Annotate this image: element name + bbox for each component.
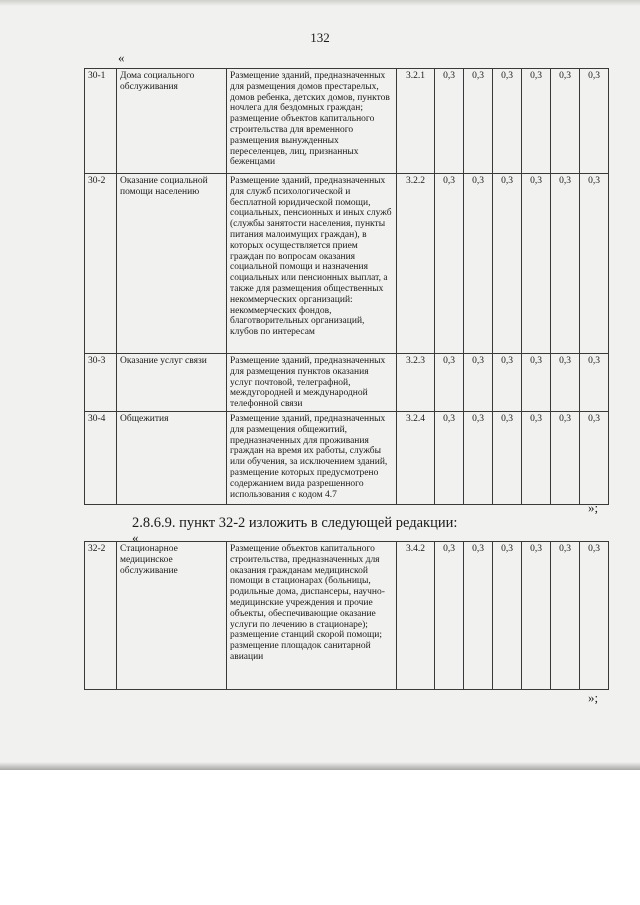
use-name: Оказание социальной помощи населению — [117, 174, 227, 354]
value-cell: 0,3 — [464, 174, 493, 354]
use-name: Дома социального обслуживания — [117, 69, 227, 174]
value-cell: 0,3 — [493, 174, 522, 354]
row-number: 30-1 — [85, 69, 117, 174]
use-name: Стационарное медицинское обслуживание — [117, 542, 227, 690]
use-code: 3.2.3 — [397, 354, 435, 412]
use-description: Размещение зданий, предназначенных для размещения домов престарелых, домов ребенка, детских домов, пунктов ночлега для бездомных граждан; размещение объектов капитального строительства для временного размещения вынужденных переселенцев, лиц, признанных беженцами — [227, 69, 397, 174]
page-number: 132 — [310, 30, 330, 45]
value-cell: 0,3 — [551, 542, 580, 690]
table-row — [85, 354, 609, 412]
value-cell: 0,3 — [464, 69, 493, 174]
value-cell: 0,3 — [435, 354, 464, 412]
table-row — [85, 411, 609, 504]
value-cell: 0,3 — [580, 69, 609, 174]
value-cell: 0,3 — [580, 354, 609, 412]
value-cell: 0,3 — [522, 411, 551, 504]
use-name: Оказание услуг связи — [117, 354, 227, 412]
value-cell: 0,3 — [522, 69, 551, 174]
use-code: 3.2.4 — [397, 411, 435, 504]
use-code: 3.4.2 — [397, 542, 435, 690]
value-cell: 0,3 — [522, 174, 551, 354]
value-cell: 0,3 — [464, 411, 493, 504]
close-quote-1: »; — [588, 500, 599, 515]
regulation-table-2 — [84, 541, 609, 690]
value-cell: 0,3 — [435, 411, 464, 504]
value-cell: 0,3 — [464, 542, 493, 690]
table-row — [85, 542, 609, 690]
value-cell: 0,3 — [493, 411, 522, 504]
value-cell: 0,3 — [551, 174, 580, 354]
value-cell: 0,3 — [493, 69, 522, 174]
value-cell: 0,3 — [493, 542, 522, 690]
open-quote-1: « — [118, 50, 125, 65]
row-number: 32-2 — [85, 542, 117, 690]
value-cell: 0,3 — [435, 174, 464, 354]
use-name: Общежития — [117, 411, 227, 504]
use-description: Размещение зданий, предназначенных для служб психологической и бесплатной юридической помощи, социальных, пенсионных и иных служб (службы занятости населения, пункты питания малоимущих граждан), в которых осуществляется прием граждан по вопросам оказания социальной помощи и назначения социальных или пенсионных выплат, а также для размещения общественных некоммерческих организаций: некоммерческих фондов, благотворительных организаций, клубов по интересам — [227, 174, 397, 354]
section-heading: 2.8.6.9. пункт 32-2 изложить в следующей редакции: — [132, 515, 458, 531]
use-description: Размещение объектов капитального строительства, предназначенных для оказания гражданам медицинской помощи в стационарах (больницы, родильные дома, диспансеры, научно-медицинские учреждения и прочие объекты, обеспечивающие оказание услуги по лечению в стационаре); размещение станций скорой помощи; размещение площадок санитарной авиации — [227, 542, 397, 690]
value-cell: 0,3 — [580, 174, 609, 354]
regulation-table-1 — [84, 68, 609, 505]
value-cell: 0,3 — [435, 69, 464, 174]
value-cell: 0,3 — [522, 354, 551, 412]
table-row — [85, 69, 609, 174]
row-number: 30-2 — [85, 174, 117, 354]
value-cell: 0,3 — [551, 69, 580, 174]
open-quote-2: « — [132, 530, 139, 545]
scan-edge-top — [0, 0, 640, 6]
value-cell: 0,3 — [464, 354, 493, 412]
table-row — [85, 174, 609, 354]
row-number: 30-4 — [85, 411, 117, 504]
value-cell: 0,3 — [580, 542, 609, 690]
scan-edge-bottom — [0, 762, 640, 770]
value-cell: 0,3 — [580, 411, 609, 504]
value-cell: 0,3 — [522, 542, 551, 690]
use-description: Размещение зданий, предназначенных для размещения пунктов оказания услуг почтовой, телеграфной, междугородней и международной телефонной связи — [227, 354, 397, 412]
use-description: Размещение зданий, предназначенных для размещения общежитий, предназначенных для проживания граждан на время их работы, службы или обучения, за исключением зданий, размещение которых предусмотрено содержанием вида разрешенного использования с кодом 4.7 — [227, 411, 397, 504]
close-quote-2: »; — [588, 690, 599, 705]
value-cell: 0,3 — [435, 542, 464, 690]
use-code: 3.2.2 — [397, 174, 435, 354]
value-cell: 0,3 — [551, 411, 580, 504]
row-number: 30-3 — [85, 354, 117, 412]
value-cell: 0,3 — [551, 354, 580, 412]
value-cell: 0,3 — [493, 354, 522, 412]
use-code: 3.2.1 — [397, 69, 435, 174]
